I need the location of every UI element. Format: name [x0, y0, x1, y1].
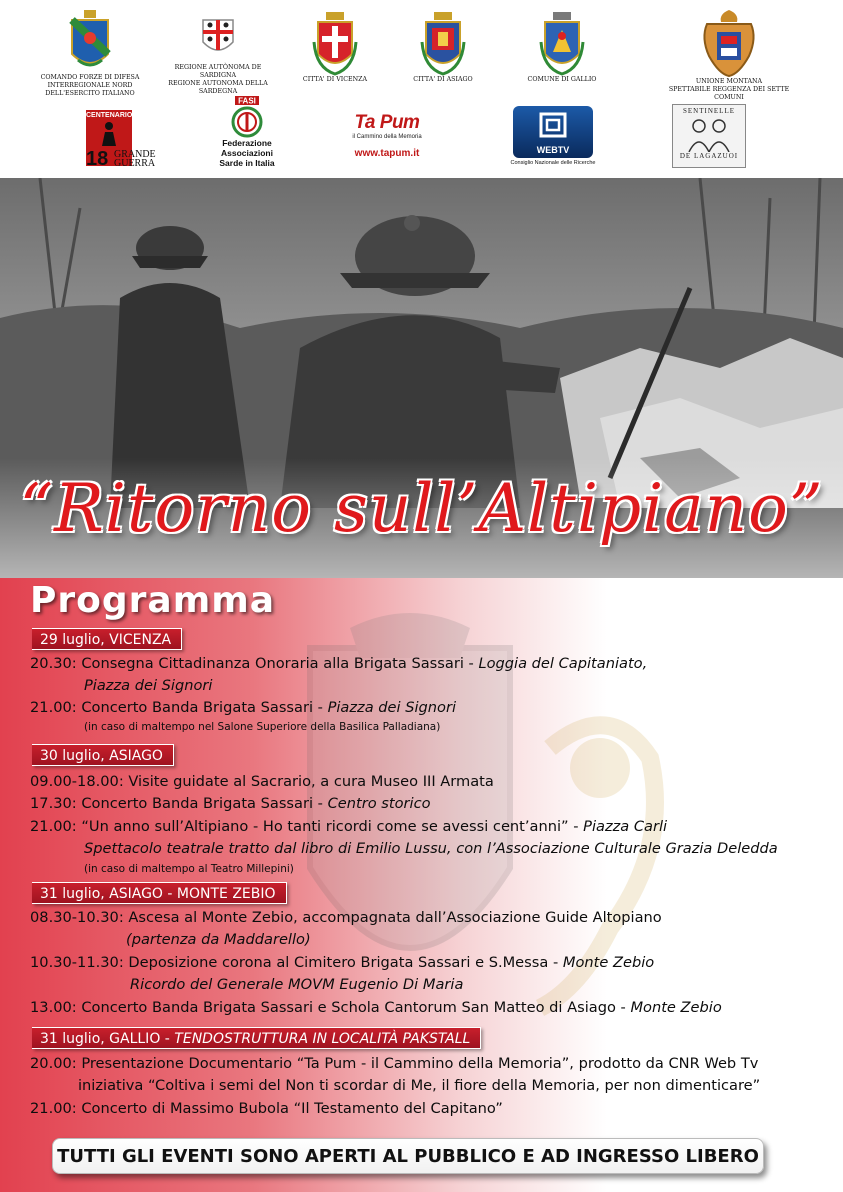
event-description: Ricordo del Generale MOVM Eugenio Di Maria [130, 976, 464, 993]
army-crest-icon [68, 10, 112, 74]
fasi-caption: Federazione Associazioni Sarde in Italia [219, 138, 275, 168]
event-title: “Ritorno sull’Altipiano” [19, 470, 824, 547]
event-row [30, 698, 456, 718]
day-label: 29 luglio, VICENZA [40, 632, 172, 648]
asiago-coat-icon [420, 12, 466, 76]
event-row [30, 654, 647, 674]
webtv-label: WEBTV [536, 145, 570, 155]
day-bar-29-luglio-vicenza [32, 628, 182, 650]
tapum-subtitle: il Cammino della Memoria [352, 134, 422, 140]
event-row-continuation [130, 975, 463, 995]
event-location: Centro storico [327, 795, 431, 812]
day-label: 31 luglio, GALLIO - [40, 1031, 175, 1047]
logo-fasi [212, 96, 282, 168]
event-row-continuation [84, 839, 778, 859]
event-row-continuation [84, 676, 212, 696]
sentinelle-top-label: SENTINELLE [683, 107, 735, 115]
comando-caption: COMANDO FORZE DI DIFESA INTERREGIONALE NORD DELL'ESERCITO ITALIANO [40, 74, 140, 97]
event-location: Monte Zebio [630, 999, 722, 1016]
tapum-title: Ta Pum [354, 112, 420, 133]
free-entry-banner: TUTTI GLI EVENTI SONO APERTI AL PUBBLICO E AD INGRESSO LIBERO [52, 1138, 764, 1174]
centenario-grande: GRANDE [114, 149, 156, 160]
program-section [0, 578, 843, 1192]
unione-montana-crest-icon [699, 8, 759, 78]
event-row [30, 953, 654, 973]
logo-cnr-webtv [510, 106, 596, 166]
event-description: Spettacolo teatrale tratto dal libro di Emilio Lussu, con l’Associazione Culturale Grazia Deledda [84, 840, 778, 857]
logo-vicenza [300, 12, 370, 84]
logo-asiago [408, 12, 478, 84]
event-row: 09.00-18.00: Visite guidate al Sacrario, a cura Museo III Armata [30, 773, 494, 790]
event-row [30, 998, 722, 1018]
event-text: 20.30: Consegna Cittadinanza Onoraria alla Brigata Sassari - [30, 655, 479, 672]
event-description: (partenza da Maddarello) [126, 931, 311, 948]
logo-regione-sardegna [158, 18, 278, 96]
logo-centenario-grande-guerra [86, 110, 166, 170]
centenario-label: CENTENARIO [86, 112, 133, 119]
day-bar-31-luglio-monte-zebio [32, 882, 287, 904]
vicenza-caption: CITTA' DI VICENZA [302, 76, 368, 83]
event-text: 21.00: “Un anno sull’Altipiano - Ho tanti ricordi come se avessi cent’anni” - [30, 818, 584, 835]
event-text: 10.30-11.30: Deposizione corona al Cimitero Brigata Sassari e S.Messa - [30, 954, 563, 971]
vicenza-coat-icon [312, 12, 358, 76]
event-text: 21.00: Concerto Banda Brigata Sassari - [30, 699, 328, 716]
event-row [30, 817, 667, 837]
day-label: 31 luglio, ASIAGO - MONTE ZEBIO [40, 886, 276, 902]
unione-caption: UNIONE MONTANA SPETTABILE REGGENZA DEI SETTE COMUNI [668, 78, 790, 101]
sponsor-logo-header [0, 0, 843, 178]
centenario-guerra: GUERRA [114, 158, 156, 169]
cnr-caption: Consiglio Nazionale delle Ricerche [510, 160, 596, 166]
day-label: 30 luglio, ASIAGO [40, 748, 163, 764]
event-location: Piazza Carli [583, 818, 668, 835]
logo-gallio [520, 12, 604, 84]
event-weather-note: (in caso di maltempo al Teatro Millepini) [84, 863, 294, 875]
event-location: Monte Zebio [562, 954, 655, 971]
event-location: Loggia del Capitaniato, [478, 655, 648, 672]
gallio-caption: COMUNE DI GALLIO [527, 76, 597, 83]
logo-unione-montana [654, 8, 804, 102]
event-location: Piazza dei Signori [84, 677, 213, 694]
event-row-continuation [126, 930, 311, 950]
logo-sentinelle-lagazuoi [672, 104, 746, 168]
sentinelle-bottom-label: DE LAGAZUOI [679, 152, 739, 160]
day-location: TENDOSTRUTTURA IN LOCALITÀ PAKSTALL [174, 1031, 471, 1047]
event-text: 17.30: Concerto Banda Brigata Sassari - [30, 795, 328, 812]
centenario-grande-guerra-text [114, 150, 156, 168]
centenario-number: 18 [86, 148, 109, 170]
tapum-url: www.tapum.it [354, 148, 420, 159]
sardinia-flag-icon [201, 18, 235, 58]
gallio-coat-icon [539, 12, 585, 76]
fasi-emblem-icon [227, 96, 267, 138]
event-row: 08.30-10.30: Ascesa al Monte Zebio, accompagnata dall’Associazione Guide Altopiano [30, 909, 662, 926]
logo-comando-forze-difesa [30, 10, 150, 98]
soldier-silhouette-icon [94, 120, 124, 146]
sentinels-sketch-icon [683, 116, 735, 152]
programma-heading: Programma [30, 580, 276, 621]
event-row [30, 794, 431, 814]
asiago-caption: CITTA' DI ASIAGO [413, 76, 473, 83]
event-text: 13.00: Concerto Banda Brigata Sassari e Schola Cantorum San Matteo di Asiago - [30, 999, 631, 1016]
sardegna-caption: REGIONE AUTÒNOMA DE SARDIGNA REGIONE AUTONOMA DELLA SARDEGNA [168, 64, 268, 95]
day-bar-30-luglio-asiago [32, 744, 174, 766]
event-row: 20.00: Presentazione Documentario “Ta Pum - il Cammino della Memoria”, prodotto da CNR Web Tv [30, 1055, 759, 1072]
event-row: 21.00: Concerto di Massimo Bubola “Il Testamento del Capitano” [30, 1100, 503, 1117]
day-bar-31-luglio-gallio [32, 1027, 481, 1049]
fasi-short-label: FASI [238, 96, 256, 106]
cnr-webtv-badge [513, 106, 593, 158]
event-row-continuation: iniziativa “Coltiva i semi del Non ti scordar di Me, il fiore della Memoria, per non dimenticare” [78, 1077, 761, 1094]
logo-tapum [344, 112, 430, 159]
cnr-logo-icon [535, 110, 571, 140]
event-weather-note: (in caso di maltempo nel Salone Superiore della Basilica Palladiana) [84, 721, 441, 733]
event-location: Piazza dei Signori [327, 699, 457, 716]
